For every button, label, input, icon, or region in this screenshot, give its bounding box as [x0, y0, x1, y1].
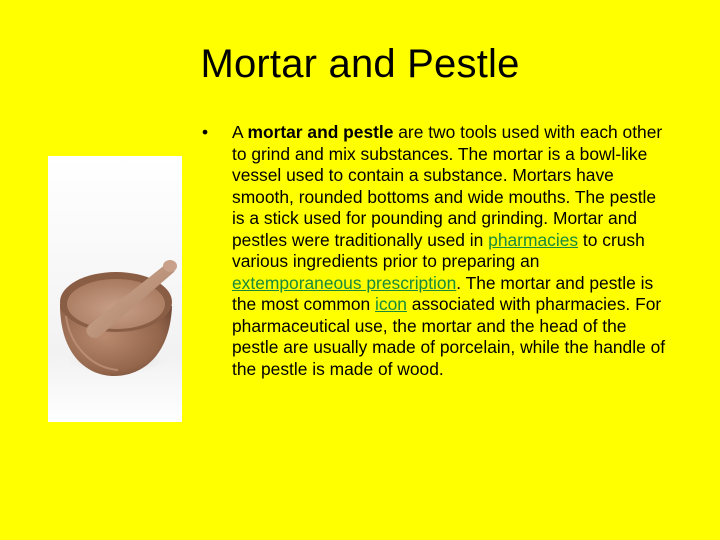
- text-segment: . The mortar and pestle is the most common: [232, 272, 654, 314]
- bold-term: mortar and pestle: [247, 122, 394, 142]
- text-segment: are two tools used with each other to grind and mix substances. The mortar is a bowl-like vessel used to contain a substance. Mortars have smooth, rounded bottoms and wide mouths. The pestle is a stick used for pounding and grinding. Mortar and pestles were traditionally used in: [232, 122, 663, 250]
- mortar-and-pestle-image: [48, 156, 182, 422]
- body-text: [202, 122, 672, 380]
- bullet-marker: •: [202, 122, 209, 142]
- text-segment: to crush various ingredients prior to preparing an: [232, 229, 645, 271]
- slide-title: Mortar and Pestle: [200, 42, 520, 86]
- bullet-paragraph: [232, 122, 672, 380]
- extemporaneous-prescription-link[interactable]: extemporaneous prescription: [232, 272, 457, 293]
- text-segment: A: [232, 122, 248, 142]
- text-segment: associated with pharmacies. For pharmaceutical use, the mortar and the head of the pestle are usually made of porcelain, while the handle of the pestle is made of wood.: [232, 294, 666, 379]
- pharmacies-link[interactable]: pharmacies: [488, 229, 579, 250]
- icon-link[interactable]: icon: [375, 294, 407, 314]
- bullet-item: [202, 122, 672, 380]
